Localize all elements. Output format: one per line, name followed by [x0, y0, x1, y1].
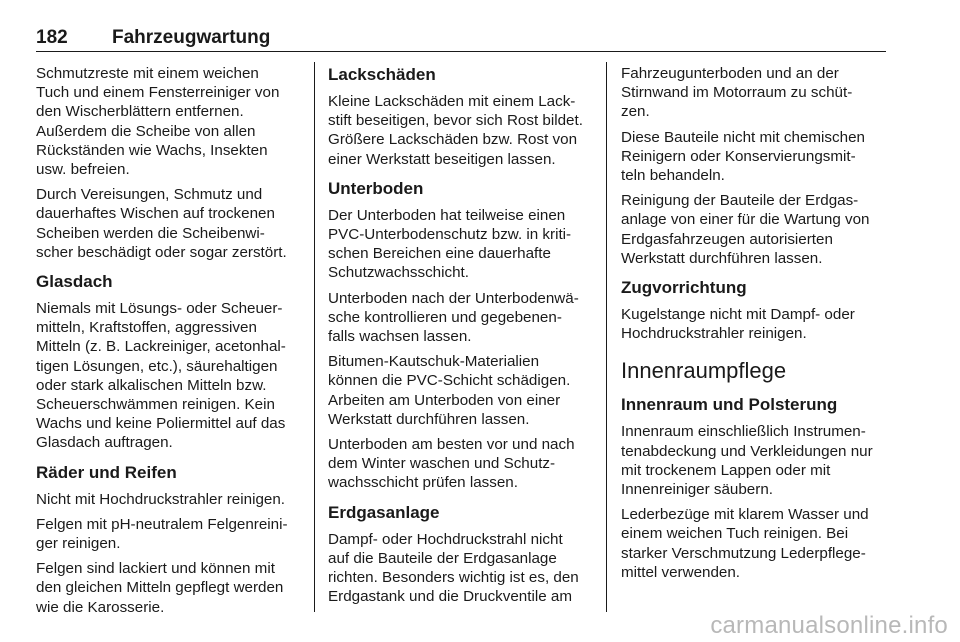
section-heading-glasdach: Glasdach	[36, 272, 113, 292]
paragraph: Unterboden am besten vor und nach dem Winter waschen und Schutz- wachsschicht prüfen lassen.	[328, 436, 575, 492]
paragraph: Reinigung der Bauteile der Erdgas- anlage von einer für die Wartung von Erdgasfahrzeugen autorisierten Werkstatt durchführen lassen.	[621, 192, 870, 267]
column-divider-2	[606, 62, 607, 612]
paragraph: Unterboden nach der Unterbodenwä- sche kontrollieren und gegebenen- falls wachsen lassen.	[328, 289, 579, 346]
paragraph: Der Unterboden hat teilweise einen PVC-Unterbodenschutz bzw. in kriti- schen Bereichen eine dauerhafte Schutzwachsschicht.	[328, 206, 572, 282]
section-heading-zugvorrichtung: Zugvorrichtung	[621, 278, 747, 298]
watermark: carmanualsonline.info	[710, 612, 948, 639]
section-heading-raeder-reifen: Räder und Reifen	[36, 462, 177, 482]
paragraph: Lederbezüge mit klarem Wasser und einem weichen Tuch reinigen. Bei starker Verschmutzung Lederpflege- mittel verwenden.	[621, 506, 869, 581]
paragraph: Innenraum einschließlich Instrumen- tenabdeckung und Verkleidungen nur mit trockenem Lappen oder mit Innenreiniger säubern.	[621, 423, 873, 499]
paragraph: Kugelstange nicht mit Dampf- oder Hochdruckstrahler reinigen.	[621, 306, 855, 343]
paragraph: Fahrzeugunterboden und an der Stirnwand im Motorraum zu schüt- zen.	[621, 65, 853, 121]
paragraph: Kleine Lackschäden mit einem Lack- stift beseitigen, bevor sich Rost bildet. Größere Lackschäden bzw. Rost von einer Werkstatt beseitigen lassen.	[328, 93, 583, 168]
paragraph: Schmutzreste mit einem weichen Tuch und einem Fensterreiniger von den Wischerblättern entfernen. Außerdem die Scheibe von allen Rückständen wie Wachs, Insekten usw. befreien.	[36, 65, 280, 179]
section-heading-erdgasanlage: Erdgasanlage	[328, 502, 440, 522]
page-number: 182	[36, 27, 68, 48]
paragraph: Niemals mit Lösungs- oder Scheuer- mitteln, Kraftstoffen, aggressiven Mitteln (z. B. Lackreiniger, acetonhal- tigen Lösungen, etc.), säurehaltigen oder stark alkalischen Mitteln bzw. Scheuerschwämmen reinigen. Kein Wachs und keine Poliermittel auf das Glasdach auftragen.	[36, 300, 286, 452]
section-heading-innenraum-polsterung: Innenraum und Polsterung	[621, 395, 838, 415]
column-divider-1	[314, 62, 315, 612]
section-heading-unterboden: Unterboden	[328, 178, 424, 198]
chapter-heading-innenraumpflege: Innenraumpflege	[621, 358, 787, 384]
section-heading-lackschaeden: Lackschäden	[328, 65, 436, 84]
paragraph: Dampf- oder Hochdruckstrahl nicht auf die Bauteile der Erdgasanlage richten. Besonders wichtig ist es, den Erdgastank und die Druckventile am	[328, 530, 579, 606]
paragraph: Felgen sind lackiert und können mit den gleichen Mitteln gepflegt werden wie die Karosserie.	[36, 560, 284, 616]
page-title: Fahrzeugwartung	[112, 27, 271, 48]
header-rule	[36, 51, 886, 52]
paragraph: Felgen mit pH-neutralem Felgenreini- ger reinigen.	[36, 515, 288, 553]
page-header	[36, 26, 886, 50]
paragraph: Durch Vereisungen, Schmutz und dauerhaftes Wischen auf trockenen Scheiben werden die Scheibenwi- scher beschädigt oder sogar zerstört.	[36, 186, 287, 261]
column-1	[36, 64, 304, 623]
paragraph: Bitumen-Kautschuk-Materialien können die PVC-Schicht schädigen. Arbeiten am Unterboden von einer Werkstatt durchführen lassen.	[328, 353, 571, 428]
paragraph: Nicht mit Hochdruckstrahler reinigen.	[36, 490, 285, 508]
column-2	[328, 64, 592, 612]
paragraph: Diese Bauteile nicht mit chemischen Reinigern oder Konservierungsmit- teln behandeln.	[621, 128, 865, 185]
column-3	[621, 64, 887, 588]
